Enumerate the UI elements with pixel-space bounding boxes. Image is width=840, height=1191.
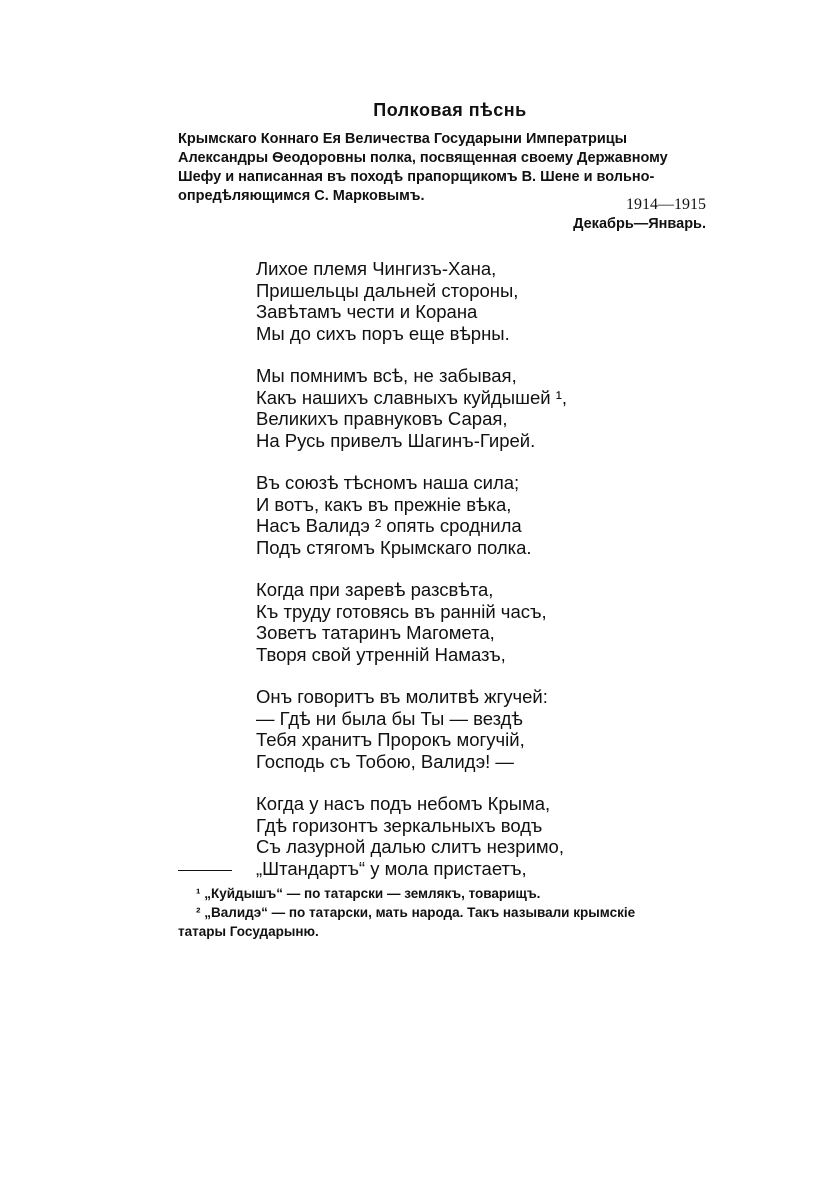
poem-verse: Мы помнимъ всѣ, не забывая, — [256, 365, 517, 386]
poem-stanza — [256, 579, 656, 665]
footnotes — [178, 884, 708, 941]
footnote-2: ² „Валидэ“ — по татарски, мать народа. Такъ называли крымскіе — [196, 905, 636, 920]
poem-verse: Пришельцы дальней стороны, — [256, 279, 519, 301]
poem-verse: — Гдѣ ни была бы Ты — вездѣ — [256, 707, 523, 729]
poem-stanza — [256, 258, 656, 344]
poem-verse: Насъ Валидэ ² опять сроднила — [256, 515, 522, 536]
poem-verse: Лихое племя Чингизъ-Хана, — [256, 258, 497, 279]
poem-verse: Съ лазурной далью слитъ незримо, — [256, 836, 564, 857]
poem-stanza — [256, 365, 656, 451]
poem-verse: Великихъ правнуковъ Сарая, — [256, 408, 508, 429]
subtitle-line: опредѣляющимся С. Марковымъ. — [178, 188, 425, 204]
poem-verse: На Русь привелъ Шагинъ-Гирей. — [256, 429, 536, 451]
poem-verse: Когда при заревѣ разсвѣта, — [256, 579, 494, 600]
poem-verse: Завѣтамъ чести и Корана — [256, 301, 478, 322]
poem-verse: Творя свой утренній Намазъ, — [256, 643, 506, 665]
poem-verse: Въ союзѣ тѣсномъ наша сила; — [256, 472, 520, 493]
poem-verse: Какъ нашихъ славныхъ куйдышей ¹, — [256, 386, 568, 408]
subtitle-line: Шефу и написанная въ походѣ прапорщикомъ В. Шене и вольно- — [178, 169, 655, 185]
date-years: 1914—1915 — [626, 196, 706, 213]
poem-verse: Гдѣ горизонтъ зеркальныхъ водъ — [256, 814, 543, 836]
subtitle-line: Александры Ѳеодоровны полка, посвященная своему Державному — [178, 150, 668, 166]
poem-verse: Зоветъ татаринъ Магомета, — [256, 622, 495, 643]
footnote-1: ¹ „Куйдышъ“ — по татарски — землякъ, товарищъ. — [196, 886, 541, 901]
footnote-2-continued: татары Государыню. — [178, 924, 319, 939]
poem-verse: Тебя хранитъ Пророкъ могучій, — [256, 729, 525, 750]
poem-stanza — [256, 793, 656, 879]
poem-verse: Мы до сихъ поръ еще вѣрны. — [256, 322, 510, 344]
poem-verse: Когда у насъ подъ небомъ Крыма, — [256, 793, 551, 814]
poem-verse: И вотъ, какъ въ прежніе вѣка, — [256, 493, 512, 515]
poem-verse: „Штандартъ“ у мола пристаетъ, — [256, 857, 527, 879]
footnote-divider — [178, 870, 232, 871]
poem-verse: Господь съ Тобою, Валидэ! — — [256, 750, 514, 772]
subtitle-dedication — [178, 130, 708, 206]
poem-stanza — [256, 472, 656, 558]
poem-stanza — [256, 686, 656, 772]
poem-verse: Подъ стягомъ Крымскаго полка. — [256, 536, 532, 558]
poem-body — [256, 258, 656, 900]
subtitle-line: Крымскаго Коннаго Ея Величества Государыни Императрицы — [178, 131, 628, 147]
poem-verse: Онъ говоритъ въ молитвѣ жгучей: — [256, 686, 548, 707]
date-months: Декабрь—Январь. — [573, 216, 706, 232]
poem-verse: Къ труду готовясь въ ранній часъ, — [256, 600, 547, 622]
page-title: Полковая пѣснь — [373, 100, 527, 120]
